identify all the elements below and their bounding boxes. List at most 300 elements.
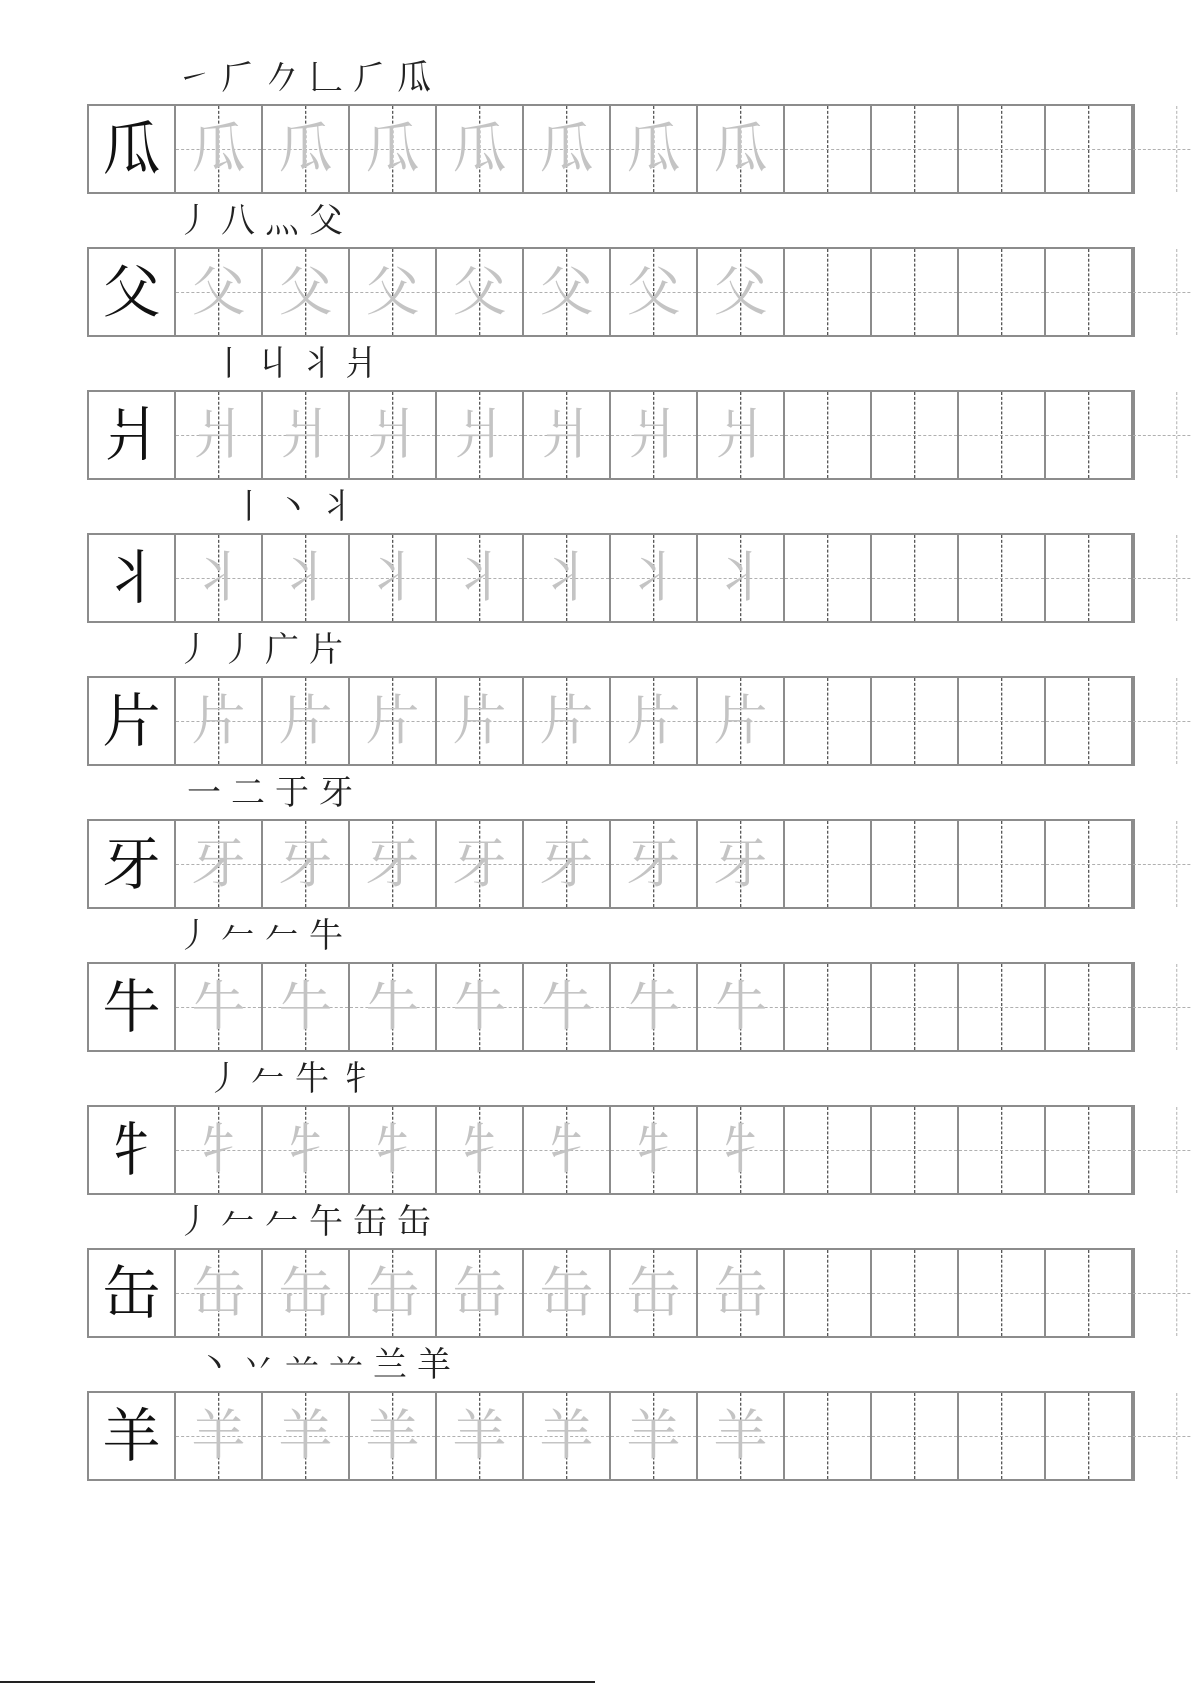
vertical-guide (1088, 392, 1089, 478)
trace-cell[interactable] (350, 392, 437, 478)
trace-character: 牜 (713, 1118, 768, 1181)
stroke-order (177, 628, 343, 672)
trace-character: 牙 (713, 832, 768, 895)
vertical-guide (1176, 1107, 1177, 1193)
trace-cell[interactable] (524, 249, 611, 335)
trace-cell[interactable] (176, 1107, 263, 1193)
vertical-guide (1088, 106, 1089, 192)
trace-character: 瓜 (713, 117, 768, 180)
blank-cell[interactable] (1046, 535, 1133, 621)
stroke-step: 𠂉 (265, 1202, 299, 1242)
trace-character: 牙 (365, 832, 420, 895)
trace-cell[interactable] (524, 964, 611, 1050)
trace-cell[interactable] (176, 1393, 263, 1479)
stroke-step: 丨 (232, 487, 266, 527)
blank-cell[interactable] (1133, 964, 1191, 1050)
trace-cell[interactable] (437, 106, 524, 192)
model-cell (89, 535, 176, 621)
trace-cell[interactable] (524, 1393, 611, 1479)
model-cell (89, 1393, 176, 1479)
trace-character: 缶 (365, 1261, 420, 1324)
trace-cell[interactable] (437, 1107, 524, 1193)
trace-cell[interactable] (611, 392, 698, 478)
blank-cell[interactable] (1133, 392, 1191, 478)
blank-cell[interactable] (872, 964, 959, 1050)
stroke-step: 牛 (295, 1059, 329, 1099)
trace-character: 牛 (626, 975, 681, 1038)
vertical-guide (1176, 249, 1177, 335)
vertical-guide (914, 821, 915, 907)
blank-cell[interactable] (785, 106, 872, 192)
vertical-guide (914, 1250, 915, 1336)
blank-cell[interactable] (1133, 1393, 1191, 1479)
trace-character: 牙 (626, 832, 681, 895)
trace-character: 父 (365, 260, 420, 323)
blank-cell[interactable] (785, 821, 872, 907)
stroke-step: 父 (309, 201, 343, 241)
vertical-guide (827, 106, 828, 192)
trace-character: 缶 (278, 1261, 333, 1324)
trace-character: 爿 (191, 403, 246, 466)
stroke-step: 𠂉 (221, 916, 255, 956)
blank-cell[interactable] (959, 249, 1046, 335)
trace-character: 瓜 (365, 117, 420, 180)
writing-grid (87, 104, 1135, 194)
blank-cell[interactable] (872, 249, 959, 335)
stroke-step: 丿 (177, 1202, 211, 1242)
trace-cell[interactable] (350, 249, 437, 335)
model-character: 父 (102, 258, 161, 326)
model-character: 丬 (102, 544, 161, 612)
trace-character: 羊 (365, 1404, 420, 1467)
trace-cell[interactable] (263, 106, 350, 192)
stroke-step: 丩 (256, 344, 290, 384)
vertical-guide (1001, 1393, 1002, 1479)
stroke-step: 缶 (353, 1202, 387, 1242)
stroke-step: 丷 (241, 1345, 275, 1385)
writing-grid (87, 819, 1135, 909)
trace-character: 牙 (539, 832, 594, 895)
blank-cell[interactable] (872, 678, 959, 764)
trace-cell[interactable] (524, 535, 611, 621)
trace-cell[interactable] (437, 392, 524, 478)
stroke-step: 羊 (417, 1345, 451, 1385)
blank-cell[interactable] (872, 106, 959, 192)
trace-cell[interactable] (437, 821, 524, 907)
trace-cell[interactable] (350, 535, 437, 621)
trace-cell[interactable] (437, 964, 524, 1050)
trace-cell[interactable] (350, 678, 437, 764)
stroke-step: 牙 (319, 773, 353, 813)
trace-character: 丬 (191, 546, 246, 609)
trace-cell[interactable] (437, 1393, 524, 1479)
horizontal-guide (1133, 435, 1191, 436)
trace-character: 丬 (539, 546, 594, 609)
blank-cell[interactable] (959, 1107, 1046, 1193)
horizontal-guide (1133, 721, 1191, 722)
stroke-step: 广 (265, 630, 299, 670)
trace-cell[interactable] (698, 964, 785, 1050)
model-cell (89, 1107, 176, 1193)
trace-cell[interactable] (263, 535, 350, 621)
trace-cell[interactable] (350, 1107, 437, 1193)
stroke-step: 丶 (276, 487, 310, 527)
trace-cell[interactable] (176, 821, 263, 907)
model-cell (89, 821, 176, 907)
trace-cell[interactable] (263, 678, 350, 764)
trace-cell[interactable] (611, 678, 698, 764)
trace-cell[interactable] (611, 106, 698, 192)
writing-grid (87, 247, 1135, 337)
vertical-guide (1001, 1250, 1002, 1336)
trace-cell[interactable] (524, 106, 611, 192)
trace-character: 牜 (278, 1118, 333, 1181)
model-cell (89, 392, 176, 478)
stroke-order (197, 1343, 451, 1387)
model-character: 羊 (102, 1402, 161, 1470)
writing-grid (87, 1248, 1135, 1338)
stroke-step: 丿 (177, 201, 211, 241)
blank-cell[interactable] (959, 1250, 1046, 1336)
vertical-guide (1088, 1107, 1089, 1193)
trace-character: 父 (452, 260, 507, 323)
trace-character: 丬 (626, 546, 681, 609)
blank-cell[interactable] (872, 1393, 959, 1479)
trace-character: 父 (278, 260, 333, 323)
stroke-order (177, 56, 431, 100)
trace-cell[interactable] (437, 678, 524, 764)
blank-cell[interactable] (1133, 821, 1191, 907)
trace-cell[interactable] (611, 964, 698, 1050)
stroke-step: 丬 (300, 344, 334, 384)
trace-character: 瓜 (191, 117, 246, 180)
vertical-guide (827, 249, 828, 335)
trace-cell[interactable] (698, 106, 785, 192)
blank-cell[interactable] (959, 392, 1046, 478)
trace-character: 缶 (191, 1261, 246, 1324)
trace-cell[interactable] (611, 1107, 698, 1193)
blank-cell[interactable] (872, 392, 959, 478)
vertical-guide (1001, 821, 1002, 907)
trace-character: 羊 (539, 1404, 594, 1467)
blank-cell[interactable] (1133, 1250, 1191, 1336)
trace-cell[interactable] (350, 964, 437, 1050)
blank-cell[interactable] (1046, 106, 1133, 192)
vertical-guide (1176, 106, 1177, 192)
horizontal-guide (1133, 578, 1191, 579)
horizontal-guide (1133, 149, 1191, 150)
blank-cell[interactable] (959, 535, 1046, 621)
blank-cell[interactable] (872, 1107, 959, 1193)
stroke-step: ㇀ (177, 58, 211, 98)
trace-character: 父 (626, 260, 681, 323)
vertical-guide (1176, 964, 1177, 1050)
trace-cell[interactable] (437, 1250, 524, 1336)
trace-cell[interactable] (698, 392, 785, 478)
vertical-guide (1176, 392, 1177, 478)
vertical-guide (1088, 821, 1089, 907)
trace-character: 羊 (278, 1404, 333, 1467)
trace-character: 牛 (278, 975, 333, 1038)
blank-cell[interactable] (959, 106, 1046, 192)
vertical-guide (1176, 1393, 1177, 1479)
blank-cell[interactable] (1046, 1107, 1133, 1193)
vertical-guide (1176, 821, 1177, 907)
trace-cell[interactable] (263, 249, 350, 335)
blank-cell[interactable] (1046, 392, 1133, 478)
stroke-step: 丿 (177, 916, 211, 956)
model-cell (89, 678, 176, 764)
stroke-step: 瓜 (397, 58, 431, 98)
stroke-step: 丿 (207, 1059, 241, 1099)
trace-character: 片 (713, 689, 768, 752)
vertical-guide (1001, 535, 1002, 621)
trace-cell[interactable] (176, 678, 263, 764)
vertical-guide (827, 1393, 828, 1479)
trace-character: 片 (452, 689, 507, 752)
blank-cell[interactable] (959, 964, 1046, 1050)
trace-cell[interactable] (437, 249, 524, 335)
trace-cell[interactable] (350, 821, 437, 907)
vertical-guide (827, 392, 828, 478)
blank-cell[interactable] (872, 1250, 959, 1336)
blank-cell[interactable] (785, 1107, 872, 1193)
blank-cell[interactable] (1046, 1250, 1133, 1336)
stroke-step: 二 (231, 773, 265, 813)
vertical-guide (827, 1107, 828, 1193)
blank-cell[interactable] (1046, 249, 1133, 335)
trace-cell[interactable] (263, 1107, 350, 1193)
blank-cell[interactable] (959, 1393, 1046, 1479)
trace-cell[interactable] (611, 1393, 698, 1479)
trace-cell[interactable] (611, 249, 698, 335)
vertical-guide (827, 535, 828, 621)
blank-cell[interactable] (785, 1393, 872, 1479)
trace-character: 牜 (626, 1118, 681, 1181)
trace-cell[interactable] (698, 1393, 785, 1479)
horizontal-guide (1133, 292, 1191, 293)
vertical-guide (1001, 964, 1002, 1050)
vertical-guide (1176, 1250, 1177, 1336)
writing-grid (87, 676, 1135, 766)
trace-character: 爿 (713, 403, 768, 466)
trace-character: 牛 (191, 975, 246, 1038)
stroke-step: 丿 (221, 630, 255, 670)
blank-cell[interactable] (959, 821, 1046, 907)
vertical-guide (914, 1393, 915, 1479)
trace-cell[interactable] (350, 1393, 437, 1479)
trace-cell[interactable] (524, 1107, 611, 1193)
blank-cell[interactable] (959, 678, 1046, 764)
trace-cell[interactable] (524, 678, 611, 764)
stroke-order (187, 771, 353, 815)
stroke-step: 缶 (397, 1202, 431, 1242)
trace-cell[interactable] (524, 392, 611, 478)
model-cell (89, 106, 176, 192)
model-character: 牛 (102, 973, 161, 1041)
blank-cell[interactable] (785, 1250, 872, 1336)
trace-character: 羊 (626, 1404, 681, 1467)
blank-cell[interactable] (1133, 1107, 1191, 1193)
trace-character: 牜 (365, 1118, 420, 1181)
vertical-guide (827, 1250, 828, 1336)
trace-character: 羊 (191, 1404, 246, 1467)
trace-character: 牙 (452, 832, 507, 895)
vertical-guide (1001, 106, 1002, 192)
trace-cell[interactable] (698, 678, 785, 764)
writing-grid (87, 533, 1135, 623)
stroke-step: 𠂉 (265, 916, 299, 956)
stroke-step: 𠂉 (221, 1202, 255, 1242)
trace-character: 片 (191, 689, 246, 752)
trace-character: 牛 (452, 975, 507, 1038)
trace-character: 片 (365, 689, 420, 752)
blank-cell[interactable] (1046, 964, 1133, 1050)
stroke-order (207, 1057, 373, 1101)
stroke-step: 于 (275, 773, 309, 813)
trace-cell[interactable] (611, 1250, 698, 1336)
trace-cell[interactable] (698, 249, 785, 335)
vertical-guide (1088, 249, 1089, 335)
vertical-guide (914, 249, 915, 335)
vertical-guide (1176, 535, 1177, 621)
trace-character: 牛 (365, 975, 420, 1038)
stroke-step: 𠃊 (309, 58, 343, 98)
blank-cell[interactable] (785, 392, 872, 478)
stroke-step: 𠂉 (251, 1059, 285, 1099)
vertical-guide (1001, 1107, 1002, 1193)
trace-character: 牛 (539, 975, 594, 1038)
blank-cell[interactable] (785, 535, 872, 621)
blank-cell[interactable] (1046, 1393, 1133, 1479)
trace-cell[interactable] (698, 821, 785, 907)
trace-character: 牙 (278, 832, 333, 895)
stroke-order (177, 914, 343, 958)
horizontal-guide (1133, 1293, 1191, 1294)
trace-cell[interactable] (263, 1250, 350, 1336)
blank-cell[interactable] (1133, 249, 1191, 335)
blank-cell[interactable] (785, 678, 872, 764)
stroke-step: 𠂊 (265, 58, 299, 98)
model-character: 瓜 (102, 115, 161, 183)
stroke-step: 𠂆 (221, 58, 255, 98)
vertical-guide (1176, 678, 1177, 764)
writing-grid (87, 390, 1135, 480)
trace-character: 瓜 (278, 117, 333, 180)
vertical-guide (1001, 678, 1002, 764)
blank-cell[interactable] (1133, 106, 1191, 192)
model-character: 爿 (102, 401, 161, 469)
stroke-step: 爿 (344, 344, 378, 384)
trace-cell[interactable] (437, 535, 524, 621)
vertical-guide (914, 964, 915, 1050)
trace-character: 片 (278, 689, 333, 752)
trace-cell[interactable] (176, 249, 263, 335)
trace-cell[interactable] (176, 392, 263, 478)
trace-cell[interactable] (350, 106, 437, 192)
stroke-step: 丬 (320, 487, 354, 527)
trace-character: 缶 (626, 1261, 681, 1324)
blank-cell[interactable] (785, 964, 872, 1050)
trace-character: 丬 (365, 546, 420, 609)
model-character: 牜 (102, 1116, 161, 1184)
trace-cell[interactable] (698, 535, 785, 621)
horizontal-guide (1133, 864, 1191, 865)
stroke-order (212, 342, 378, 386)
blank-cell[interactable] (872, 821, 959, 907)
stroke-step: 片 (309, 630, 343, 670)
blank-cell[interactable] (1133, 535, 1191, 621)
blank-cell[interactable] (872, 535, 959, 621)
trace-character: 羊 (452, 1404, 507, 1467)
trace-cell[interactable] (524, 1250, 611, 1336)
model-character: 缶 (102, 1259, 161, 1327)
trace-cell[interactable] (698, 1107, 785, 1193)
vertical-guide (1088, 1393, 1089, 1479)
stroke-order (177, 199, 343, 243)
trace-character: 牜 (452, 1118, 507, 1181)
vertical-guide (827, 821, 828, 907)
trace-cell[interactable] (611, 821, 698, 907)
trace-cell[interactable] (176, 964, 263, 1050)
trace-cell[interactable] (698, 1250, 785, 1336)
trace-character: 瓜 (452, 117, 507, 180)
stroke-step: 牛 (309, 916, 343, 956)
trace-character: 丬 (278, 546, 333, 609)
blank-cell[interactable] (1046, 821, 1133, 907)
blank-cell[interactable] (1046, 678, 1133, 764)
stroke-step: 丨 (212, 344, 246, 384)
horizontal-guide (1133, 1007, 1191, 1008)
blank-cell[interactable] (1133, 678, 1191, 764)
trace-character: 瓜 (539, 117, 594, 180)
blank-cell[interactable] (785, 249, 872, 335)
trace-character: 爿 (539, 403, 594, 466)
trace-character: 缶 (452, 1261, 507, 1324)
trace-cell[interactable] (176, 1250, 263, 1336)
horizontal-guide (1133, 1436, 1191, 1437)
stroke-order (177, 1200, 431, 1244)
stroke-step: 牜 (339, 1059, 373, 1099)
model-cell (89, 1250, 176, 1336)
trace-character: 牜 (191, 1118, 246, 1181)
vertical-guide (914, 678, 915, 764)
vertical-guide (914, 1107, 915, 1193)
vertical-guide (914, 535, 915, 621)
trace-cell[interactable] (524, 821, 611, 907)
stroke-step: ⺁ (353, 58, 387, 98)
trace-cell[interactable] (176, 106, 263, 192)
trace-cell[interactable] (176, 535, 263, 621)
model-cell (89, 249, 176, 335)
trace-cell[interactable] (263, 964, 350, 1050)
vertical-guide (827, 678, 828, 764)
model-character: 牙 (102, 830, 161, 898)
stroke-step: 丶 (197, 1345, 231, 1385)
trace-cell[interactable] (611, 535, 698, 621)
model-character: 片 (102, 687, 161, 755)
vertical-guide (914, 106, 915, 192)
trace-cell[interactable] (350, 1250, 437, 1336)
trace-character: 爿 (626, 403, 681, 466)
trace-cell[interactable] (263, 392, 350, 478)
trace-cell[interactable] (263, 821, 350, 907)
trace-character: 缶 (539, 1261, 594, 1324)
trace-cell[interactable] (263, 1393, 350, 1479)
stroke-step: 一 (187, 773, 221, 813)
vertical-guide (827, 964, 828, 1050)
writing-grid (87, 1391, 1135, 1481)
